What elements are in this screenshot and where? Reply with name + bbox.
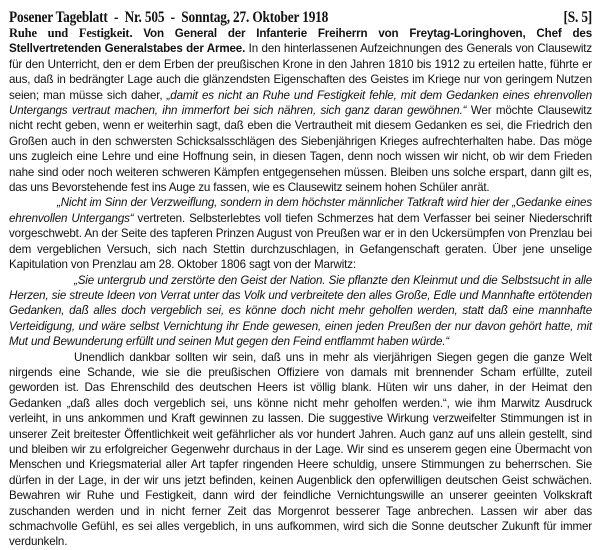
masthead (9, 9, 592, 26)
masthead-title: Posener Tageblatt - Nr. 505 - Sonntag, 27. Oktober 1918 (9, 9, 329, 26)
paragraph-text: vertreten. Selbsterlebtes voll tiefen Schmerzes hat dem Verfasser bei seiner Niederschrift vorgeschwebt. An der Seite des tapferen Prinzen August von Preußen war er in den Uckersümpfen von Prenzlau bei dem vergeblichen Versuch, sich nach Stettin durchzuschlagen, in Gefangenschaft geraten. Über jene unselige Kapitulation von Prenzlau am 28. Oktober 1806 sagt von der Marwitz: (9, 211, 593, 272)
article-byline: Von General der Infanterie Freiherrn von Freytag-Loringhoven, Chef des Stellvertretenden Generalstabes der Armee. (9, 27, 593, 56)
clausewitz-quote: „damit es nicht an Ruhe und Festigkeit fehle, mit dem Gedanken eines ehrenvollen Untergangs vertraut machen, ihn immerfort bei sich nähren, sich ganz daran gewöhnen.“ (9, 88, 593, 118)
inline-quote: „Nicht im Sinn der Verzweiflung, sondern in dem höchster männlicher Tatkraft wird hier der „Gedanke eines ehrenvollen Untergangs“ (9, 196, 592, 225)
page-number: [S. 5] (563, 9, 593, 26)
marwitz-quote: „Sie untergrub und zerstörte den Geist der Nation. Sie pflanzte den Kleinmut und die Selbstsucht in alle Herzen, sie streute Ideen von Verrat unter das Volk und verbreitete den alles Große, Edle und Mannhafte ertötenden Gedanken, daß alles doch vergeblich sei, es könne doch nicht mehr geholfen werden, statt daß eine mannhafte Verteidigung, und wäre selbst Vernichtung ihr Ende gewesen, einen jeden Preußen der nur davon gehört hatte, mit Mut und Bewunderung erfüllt und seinen Mut gegen den Feind entflammt haben würde.“ (9, 273, 592, 349)
newspaper-page (9, 9, 592, 550)
paragraph-text: Wer möchte Clausewitz nicht recht geben, wenn er weiterhin sagt, daß eben die Vertrautheit mit diesem Gedanken es sei, die Friedrich den Großen auch in den schwersten Schicksalsschlägen des Siebenjährigen Krieges aufrechterhalten habe. Das möge uns zugleich eine Lehre und eine Hoffnung sein, in diesen Tagen, denn noch wissen wir nicht, ob wir dem Frieden nahe sind oder noch weiteren schweren Kämpfen entgegensehen müssen. Bleiben uns solche erspart, dann gilt es, das uns Bevorstehende fest ins Auge zu fassen, wie es Clausewitz seinem hohen Schüler anrät. (9, 104, 593, 195)
article-paragraph-3: Unendlich dankbar sollten wir sein, daß uns in mehr als vierjährigen Siegen gegen die ganze Welt nirgends eine Schande, wie sie die preußischen Offiziere von damals mit brennender Scham erfüllte, zuteil geworden ist. Das Ehrenschild des deutschen Heers ist völlig blank. Hüten wir uns daher, in der Heimat den Gedanken „daß alles doch vergeblich sei, uns könne nicht mehr geholfen werden.“, wie ihm Marwitz Ausdruck verleiht, in uns ankommen und Kraft gewinnen zu lassen. Die suggestive Wirkung verzweifelter Stimmungen ist in unserer Zeit breitester Öffentlichkeit weit gefährlicher als vor hundert Jahren. Auch ganz auf uns allein gestellt, sind und bleiben wir zu erfolgreicher Gegenwehr durchaus in der Lage. Wir sind es unserem gegen eine Übermacht von Menschen und Kriegsmaterial aller Art tapfer ringenden Heere schuldig, unsere Stimmungen zu beherrschen. Sie dürfen in der Lage, in der wir uns jetzt befinden, keinen Augenblick den opferwilligen deutschen Geist schwächen. Bewahren wir Ruhe und Festigkeit, dann wird der feindliche Vernichtungswille an unserer geeinten Volkskraft zuschanden werden und in nicht ferner Zeit das Morgenrot besserer Tage anbrechen. Lassen wir aber das schmachvolle Gefühl, es sei alles vergeblich, in uns aufkommen, wird sich die Sonne deutscher Zukunft für immer verdunkeln. (9, 350, 592, 549)
article-paragraph-1 (9, 26, 592, 195)
article-paragraph-2 (9, 195, 592, 272)
paragraph-text: In den hinterlassenen Aufzeichnungen des Generals von Clausewitz für den Unterricht, den er dem Erben der preußischen Krone in den Jahren 1810 bis 1912 zu erteilen hatte, führte er aus, daß in bedrängter Lage auch die glänzendsten Eigenschaften des Geistes im Kriege nur von geringem Nutzen seien; man müsse sich daher, (9, 42, 592, 102)
article (9, 26, 592, 550)
article-headline: Ruhe und Festigkeit. (9, 26, 133, 40)
